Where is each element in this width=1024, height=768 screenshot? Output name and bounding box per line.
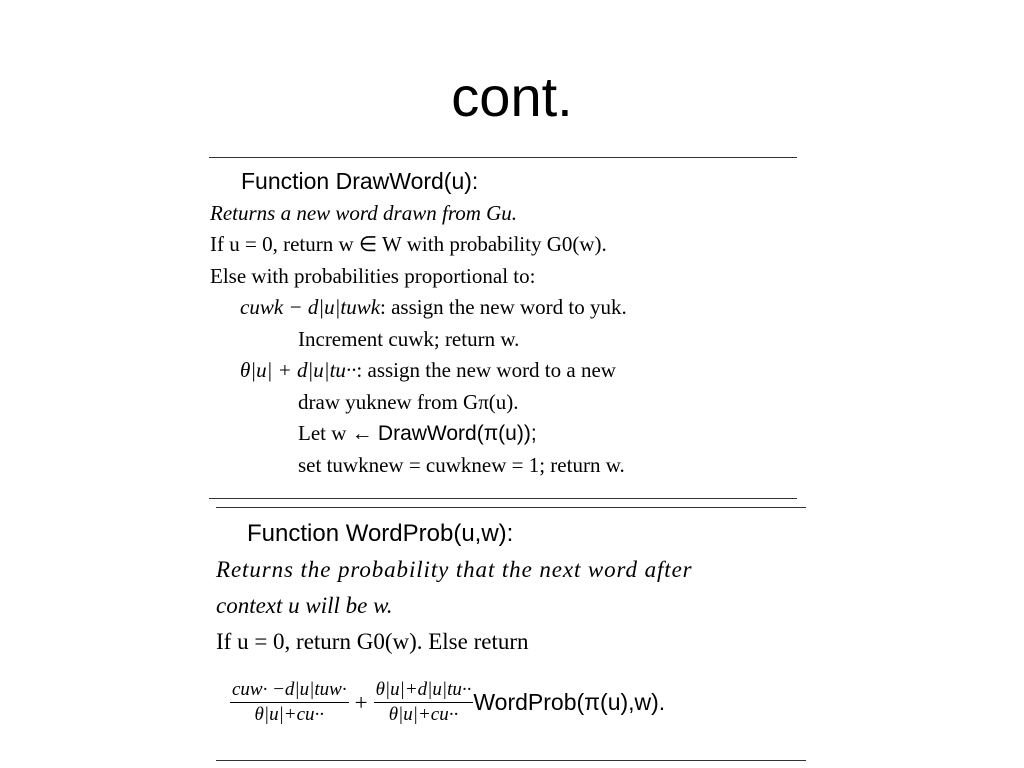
fraction2-numerator: θ|u|+d|u|tu·· bbox=[374, 678, 474, 703]
drawword-case2-set: set tuwknew = cuwknew = 1; return w. bbox=[298, 452, 625, 477]
fraction-backoff bbox=[374, 678, 474, 727]
fraction2-denominator: θ|u|+cu·· bbox=[388, 704, 459, 725]
bottom-rule bbox=[216, 760, 806, 761]
drawword-header: Function DrawWord(u): bbox=[241, 168, 479, 194]
wordprob-header: Function WordProb(u,w): bbox=[247, 520, 514, 547]
fraction1-numerator: cuw· −d|u|tuw· bbox=[230, 678, 349, 703]
case2-action: : assign the new word to a new bbox=[356, 358, 616, 382]
drawword-case2-let bbox=[210, 418, 627, 450]
let-call: DrawWord(π(u)); bbox=[377, 422, 537, 445]
wordprob-algorithm bbox=[216, 516, 693, 660]
middle-rule-2 bbox=[216, 507, 806, 508]
drawword-else-line: Else with probabilities proportional to: bbox=[210, 263, 536, 288]
case2-weight: θ|u| + d|u|tu·· bbox=[240, 358, 357, 382]
drawword-case1 bbox=[210, 292, 627, 324]
wordprob-returns-line2: context u will be w. bbox=[216, 593, 393, 618]
drawword-case2 bbox=[210, 355, 627, 387]
fraction1-denominator: θ|u|+cu·· bbox=[254, 704, 325, 725]
drawword-case2-draw: draw yuknew from Gπ(u). bbox=[298, 389, 519, 414]
slide-title: cont. bbox=[451, 65, 573, 128]
recursive-call: WordProb(π(u),w). bbox=[473, 689, 666, 715]
plus-sign: + bbox=[354, 689, 368, 715]
case1-action: : assign the new word to yuk. bbox=[380, 295, 627, 319]
let-prefix: Let w ← bbox=[298, 421, 378, 445]
drawword-algorithm bbox=[210, 166, 627, 481]
wordprob-formula bbox=[230, 678, 665, 727]
case1-weight: cuwk − d|u|tuwk bbox=[240, 295, 381, 319]
wordprob-if-line: If u = 0, return G0(w). Else return bbox=[216, 629, 529, 654]
drawword-returns: Returns a new word drawn from Gu. bbox=[210, 200, 518, 225]
drawword-case1-cont: Increment cuwk; return w. bbox=[298, 326, 520, 351]
wordprob-returns-line1: Returns the probability that the next word after bbox=[216, 557, 693, 582]
top-rule bbox=[209, 157, 797, 158]
drawword-if-line: If u = 0, return w ∈ W with probability G0(w). bbox=[210, 232, 607, 256]
middle-rule-1 bbox=[209, 498, 797, 499]
fraction-discount bbox=[230, 678, 349, 727]
